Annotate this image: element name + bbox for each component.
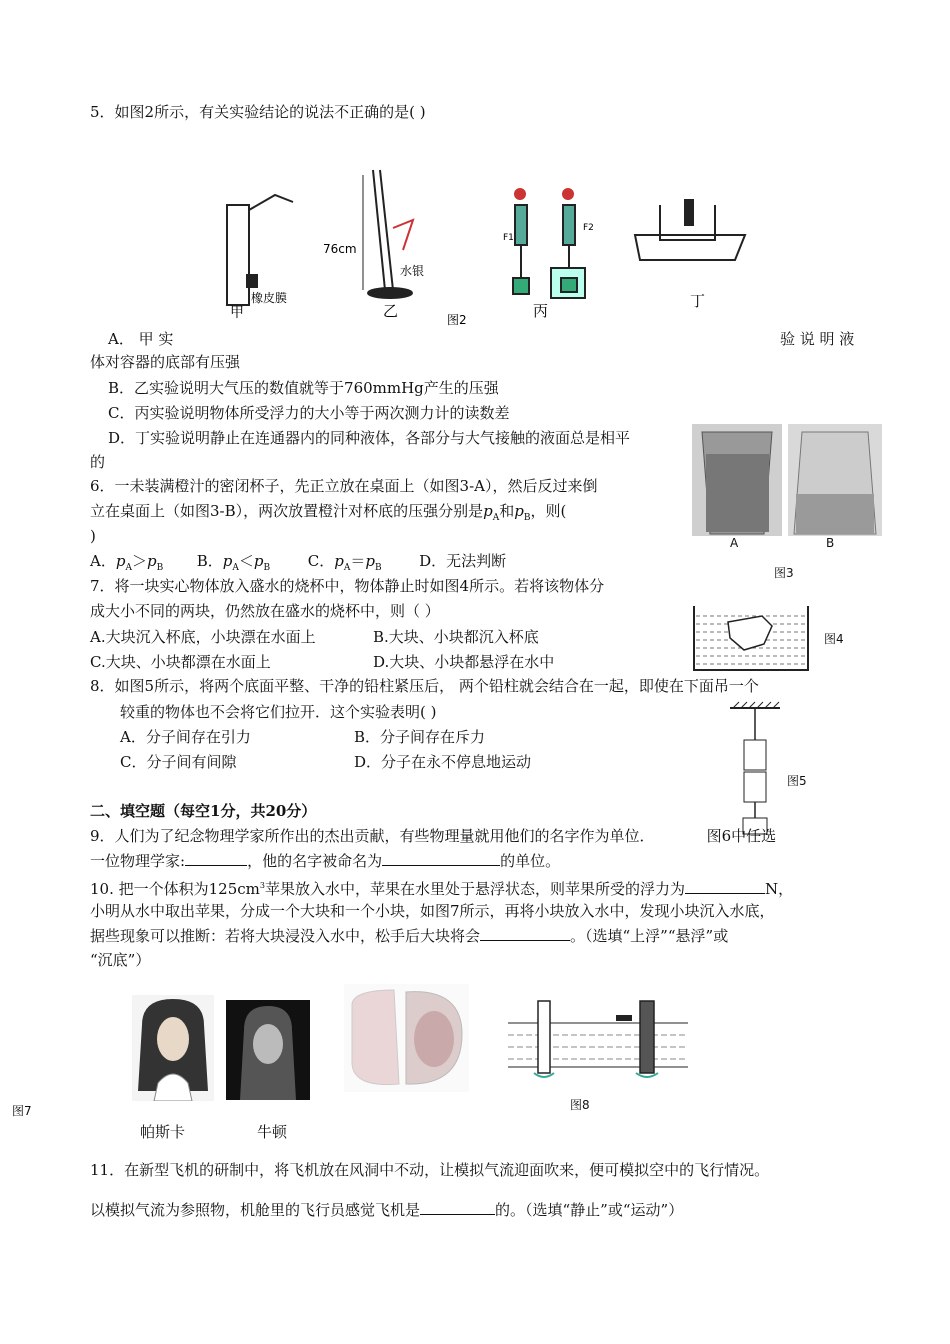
fig8-caption: 图8	[570, 1098, 590, 1112]
q11-blank-motion[interactable]	[420, 1200, 495, 1215]
q6-line2: 立在桌面上（如图3-B），两次放置橙汁对杯底的压强分别是$p_A$和$p_B$，则(	[90, 502, 567, 523]
figure-7-apple	[344, 984, 469, 1092]
q5-option-c: C．丙实验说明物体所受浮力的大小等于两次测力计的读数差	[108, 404, 510, 422]
fig3-b-label: B	[826, 536, 835, 550]
figure-2	[215, 150, 755, 330]
fig2-ding-label: 丁	[690, 292, 706, 310]
lead-column-top	[744, 740, 766, 770]
q6-line3: )	[90, 527, 96, 545]
q10-line1: 10. 把一个体积为$125cm^3$苹果放入水中，苹果在水里处于悬浮状态，则苹果所受的浮力为 N，	[90, 880, 794, 898]
q7-option-b: B.大块、小块都沉入杯底	[373, 628, 539, 646]
fig2-76cm-label: 76cm	[323, 242, 357, 256]
fig5-caption: 图5	[787, 774, 807, 788]
fig2-jia-tube	[227, 195, 293, 305]
q8-option-c: C．分子间有间隙	[120, 753, 237, 771]
figure-8-vessel	[508, 995, 688, 1081]
fig3-a-label: A	[730, 536, 739, 550]
fig2-yi-barometer	[363, 170, 413, 298]
pascal-caption: 帕斯卡	[140, 1123, 186, 1141]
q10-blank-buoyancy[interactable]	[685, 879, 765, 894]
fig2-bing-label: 丙	[533, 302, 549, 320]
q9-line2: 一位物理学家: ，他的名字被命名为 的单位。	[90, 852, 561, 870]
q11-line2: 以模拟气流为参照物，机舱里的飞行员感觉飞机是 的。（选填“静止”或“运动”）	[90, 1201, 684, 1219]
q11-line1: 11．在新型飞机的研制中，将飞机放在风洞中不动，让模拟气流迎面吹来，便可模拟空中的飞行情况。	[90, 1161, 770, 1179]
fig2-rubber-label: 橡皮膜	[251, 291, 288, 305]
figure-4	[692, 604, 862, 674]
fig2-caption: 图2	[447, 313, 467, 327]
q8-option-b: B．分子间存在斥力	[354, 728, 486, 746]
fig2-mercury-label: 水银	[400, 264, 425, 278]
fig4-caption: 图4	[824, 632, 844, 646]
q10-blank-state[interactable]	[480, 926, 570, 941]
fig2-f1-label: F1	[503, 233, 514, 243]
q10-line2: 小明从水中取出苹果，分成一个大块和一个小块，如图7所示，再将小块放入水中，发现小块沉入水底，	[90, 902, 775, 920]
fig2-yi-label: 乙	[383, 302, 399, 320]
q7-line2: 成大小不同的两块，仍然放在盛水的烧杯中，则（ ）	[90, 602, 440, 620]
fig2-f2-label: F2	[583, 223, 594, 233]
q5-option-b: B．乙实验说明大气压的数值就等于760mmHg产生的压强	[108, 379, 499, 397]
q7-option-d: D.大块、小块都悬浮在水中	[373, 653, 555, 671]
q10-line3: 据些现象可以推断：若将大块浸没入水中，松手后大块将会 。（选填“上浮”“悬浮”或	[90, 927, 729, 945]
newton-caption: 牛顿	[257, 1123, 288, 1141]
figure-5	[725, 700, 825, 840]
q6-line1: 6．一未装满橙汁的密闭杯子，先正立放在桌面上（如图3-A），然后反过来倒	[90, 477, 598, 495]
q6-options: A．$p_A>p_B$ B．$p_A<p_B$ C．$p_A=p_B$ D．无法判断	[90, 552, 507, 573]
q5-option-d: D．丁实验说明静止在连通器内的同种液体，各部分与大气接触的液面总是相平	[108, 429, 631, 447]
newton-portrait	[226, 1000, 310, 1100]
q9-blank-unit[interactable]	[382, 851, 500, 866]
pascal-portrait	[132, 995, 214, 1101]
fig4-object	[728, 616, 772, 650]
fig2-jia-label: 甲	[230, 305, 244, 321]
section-2-title: 二、填空题（每空1分，共20分）	[90, 802, 317, 820]
lead-column-bottom	[744, 772, 766, 802]
q5-option-a-right: 验 说 明 液	[780, 330, 855, 348]
q5-stem: 5．如图2所示，有关实验结论的说法不正确的是( )	[90, 103, 426, 121]
fig7-caption: 图7	[12, 1104, 32, 1118]
q9-blank-scientist[interactable]	[185, 851, 247, 866]
q5-option-d-cont: 的	[90, 453, 106, 471]
q10-line4: “沉底”）	[90, 951, 151, 969]
fig3-caption: 图3	[774, 566, 794, 580]
q5-option-a-cont: 体对容器的底部有压强	[90, 353, 241, 371]
q7-line1: 7．将一块实心物体放入盛水的烧杯中，物体静止时如图4所示。若将该物体分	[90, 577, 605, 595]
q8-line2: 较重的物体也不会将它们拉开．这个实验表明( )	[120, 703, 437, 721]
fig2-ding-vessel	[635, 200, 745, 260]
fig2-bing-scales	[513, 188, 585, 298]
q9-line1: 9．人们为了纪念物理学家所作出的杰出贡献，有些物理量就用他们的名字作为单位． 图6中任选	[90, 827, 777, 845]
figure-3	[692, 424, 882, 584]
q7-option-a: A.大块沉入杯底，小块漂在水面上	[90, 628, 316, 646]
q5-option-a-left: A． 甲 实	[108, 330, 174, 348]
q8-option-a: A．分子间存在引力	[120, 728, 251, 746]
q7-option-c: C.大块、小块都漂在水面上	[90, 653, 271, 671]
q8-line1: 8．如图5所示，将两个底面平整、干净的铅柱紧压后， 两个铅柱就会结合在一起，即使在下面吊一个	[90, 677, 759, 695]
q8-option-d: D．分子在永不停息地运动	[354, 753, 532, 771]
